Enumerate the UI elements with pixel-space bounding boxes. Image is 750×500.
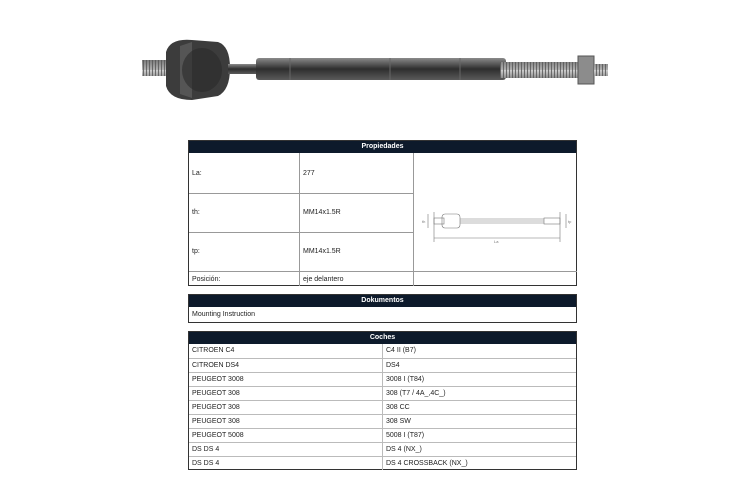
car-row <box>189 400 576 414</box>
prop-label-tp: tp: <box>192 248 200 255</box>
documents-header: Dokumentos <box>189 295 576 307</box>
car-row <box>189 344 576 358</box>
car-make: PEUGEOT 5008 <box>192 432 244 439</box>
dim-label-th: th <box>422 219 426 224</box>
prop-value-tp: MM14x1.5R <box>303 248 341 255</box>
car-make: CITROEN DS4 <box>192 362 240 369</box>
prop-value-position: eje delantero <box>303 276 344 283</box>
car-model: DS4 <box>386 362 400 369</box>
properties-table <box>188 140 577 286</box>
dim-label-tp: tp <box>568 219 572 224</box>
prop-label-position: Posición: <box>192 276 221 283</box>
car-make: PEUGEOT 308 <box>192 404 240 411</box>
car-model: 5008 I (T87) <box>386 432 425 439</box>
car-model: 308 (T7 / 4A_,4C_) <box>386 390 446 397</box>
car-model: C4 II (B7) <box>386 347 416 354</box>
cars-header: Coches <box>189 332 576 344</box>
prop-value-th: MM14x1.5R <box>303 209 341 216</box>
car-make: CITROEN C4 <box>192 347 235 354</box>
car-make: DS DS 4 <box>192 460 220 467</box>
document-link-mounting-instruction[interactable]: Mounting Instruction <box>192 311 256 318</box>
car-model: 308 CC <box>386 404 410 411</box>
prop-value-la: 277 <box>303 170 315 177</box>
car-row <box>189 456 576 470</box>
prop-label-th: th: <box>192 209 200 216</box>
properties-header: Propiedades <box>189 141 576 153</box>
documents-table <box>188 294 577 323</box>
prop-label-la: La: <box>192 170 202 177</box>
car-model: DS 4 CROSSBACK (NX_) <box>386 460 468 467</box>
car-make: DS DS 4 <box>192 446 220 453</box>
car-row <box>189 442 576 456</box>
car-row <box>189 358 576 372</box>
car-row <box>189 428 576 442</box>
dim-label-la: La <box>494 239 499 244</box>
cars-table <box>188 331 577 470</box>
car-make: PEUGEOT 308 <box>192 390 240 397</box>
car-model: 3008 I (T84) <box>386 376 425 383</box>
car-make: PEUGEOT 3008 <box>192 376 244 383</box>
car-make: PEUGEOT 308 <box>192 418 240 425</box>
car-row <box>189 386 576 400</box>
product-photo <box>130 30 620 120</box>
car-row <box>189 372 576 386</box>
car-row <box>189 414 576 428</box>
car-model: DS 4 (NX_) <box>386 446 422 453</box>
dimension-drawing <box>414 156 576 284</box>
car-model: 308 SW <box>386 418 411 425</box>
